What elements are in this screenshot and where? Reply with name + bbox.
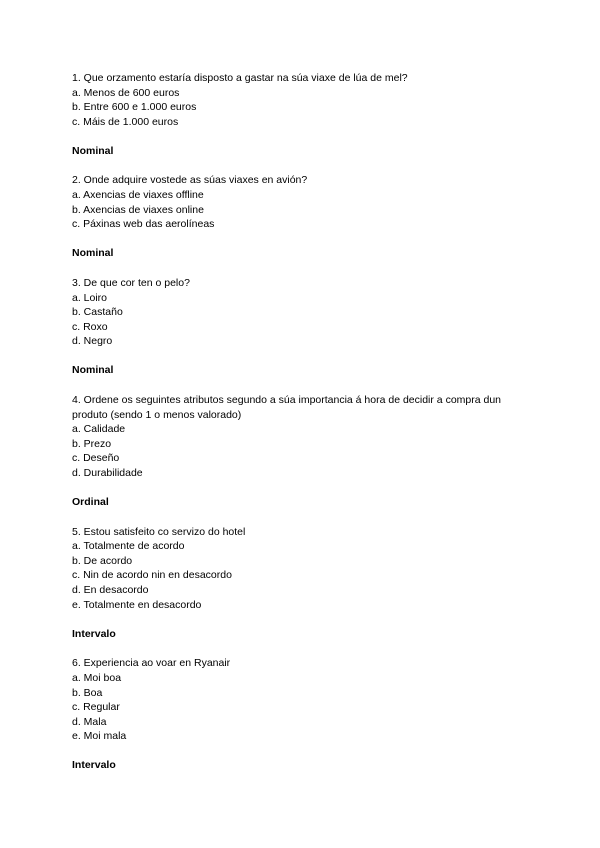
answer-option: a. Menos de 600 euros (72, 86, 180, 99)
answer-option: b. De acordo (72, 554, 133, 567)
answer-option: b. Axencias de viaxes online (72, 203, 204, 216)
scale-type-label: Nominal (72, 364, 114, 377)
answer-option: e. Totalmente en desacordo (72, 598, 202, 611)
answer-option: a. Loiro (72, 291, 108, 304)
answer-option: c. Regular (72, 701, 120, 714)
question-block-2 (72, 173, 532, 275)
question-block-5 (72, 525, 532, 657)
answer-option: a. Axencias de viaxes offline (72, 189, 204, 202)
question-block-1 (72, 71, 532, 173)
answer-option: a. Calidade (72, 423, 126, 436)
answer-option: d. Durabilidade (72, 466, 143, 479)
answer-option: b. Prezo (72, 437, 112, 450)
question-block-4 (72, 393, 532, 525)
answer-option: c. Deseño (72, 452, 120, 465)
answer-option: a. Moi boa (72, 671, 122, 684)
answer-option: c. Páxinas web das aerolíneas (72, 218, 215, 231)
question-text: 2. Onde adquire vostede as súas viaxes en avión? (72, 174, 308, 187)
scale-type-label: Nominal (72, 247, 114, 260)
question-text: 3. De que cor ten o pelo? (72, 276, 190, 289)
answer-option: c. Nin de acordo nin en desacordo (72, 569, 232, 582)
question-text: 1. Que orzamento estaría disposto a gastar na súa viaxe de lúa de mel? (72, 72, 408, 84)
answer-option: b. Entre 600 e 1.000 euros (72, 101, 197, 114)
scale-type-label: Ordinal (72, 496, 109, 509)
answer-option: d. En desacordo (72, 584, 149, 597)
answer-option: c. Máis de 1.000 euros (72, 115, 179, 128)
answer-option: d. Mala (72, 715, 107, 728)
scale-type-label: Intervalo (72, 759, 116, 772)
question-text: 4. Ordene os seguintes atributos segundo a súa importancia á hora de decidir a compra dun produto (sendo 1 o menos valorado) (72, 394, 502, 421)
question-text: 5. Estou satisfeito co servizo do hotel (72, 525, 246, 538)
question-block-6 (72, 656, 532, 773)
answer-option: b. Boa (72, 686, 103, 699)
scale-type-label: Intervalo (72, 627, 116, 640)
answer-option: c. Roxo (72, 320, 108, 333)
answer-option: e. Moi mala (72, 730, 127, 743)
scale-type-label: Nominal (72, 144, 114, 157)
document-page (72, 71, 532, 773)
question-text: 6. Experiencia ao voar en Ryanair (72, 657, 231, 670)
answer-option: b. Castaño (72, 306, 123, 319)
answer-option: d. Negro (72, 335, 113, 348)
answer-option: a. Totalmente de acordo (72, 540, 185, 553)
question-block-3 (72, 276, 532, 393)
